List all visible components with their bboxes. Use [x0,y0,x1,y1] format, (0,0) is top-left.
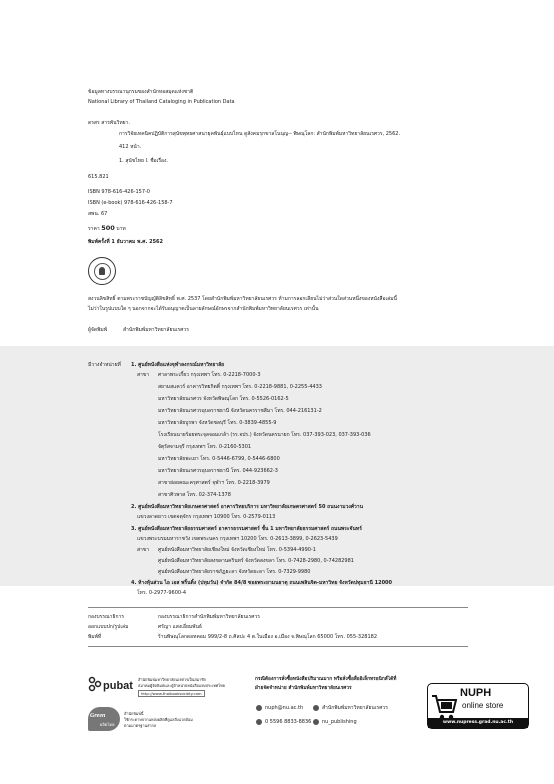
class-number: 615.821 [88,174,109,180]
credit-value: ศรัญา แสงเอี่ยมพันธ์ [158,624,202,630]
distributor-3-line-1: 3. ศูนย์หนังสือมหาวิทยาลัยธรรมศาสตร์ อาคารธรรมศาสตร์ ชั้น 1 มหาวิทยาลัยธรรมศาสตร์ ถนนพระจันทร์ [131,526,362,532]
branch-item: มหาวิทยาลัยนเรศวรอุบลราชธานี จังหวัดนครราชสีมา โทร. 044-216131-2 [158,408,322,414]
divider [88,607,468,608]
publisher-value: สำนักพิมพ์มหาวิทยาลัยนเรศวร [123,327,189,333]
branch-item: มหาวิทยาลัยนเรศวร จังหวัดพิษณุโลก โทร. 0-5526-0162-5 [158,396,289,402]
distributor-1-title: 1. ศูนย์หนังสือแห่งจุฬาลงกรณ์มหาวิทยาลัย [131,362,225,368]
branch-item: จัตุรัสจามจุรี กรุงเทพฯ โทร. 0-2160-5301 [158,444,252,450]
contact-email[interactable]: nuph@nu.ac.th [265,705,304,711]
pages-line: 412 หน้า. [119,144,142,150]
promo-line-1: กรณีต้องการสั่งซื้อหนังสือปริมาณมาก หรือสั่งซื้อสื่ออิเล็กทรอนิกส์ได้ที่ [255,677,397,682]
distributor-4-line-2: โทร. 0-2977-9600-4 [137,590,187,596]
copyright-line-2: ไม่ว่าในรูปแบบใด ๆ นอกจากจะได้รับอนุญาตเป็นลายลักษณ์อักษรจากสำนักพิมพ์มหาวิทยาลัยนเรศวร เท่านั้น [88,306,319,312]
green-sub: ผลิตโดย [100,722,115,727]
price-label: ราคา [88,226,100,232]
phone-icon [256,719,262,725]
branch-item: ศูนย์หนังสือมหาวิทยาลัยสงขลานครินทร์ จังหวัดสงขลา โทร. 0-7428-2980, 0-74282981 [158,558,354,564]
branch-item: สาขาศิวพาส โทร. 02-374-1378 [158,492,231,498]
price-line [88,225,126,232]
distributor-2-line-2: แขวงลาดยาว เขตจตุจักร กรุงเทพฯ 10900 โทร. 0-2579-0113 [137,514,276,520]
distributor-3-line-2: แขวงพระบรมมหาราชวัง เขตพระนคร กรุงเทพฯ 10200 โทร. 0-2613-3899, 0-2623-5439 [137,536,338,542]
price-value: 500 [101,224,115,232]
pubat-name: pubat [103,680,133,692]
garuda-seal-icon [88,257,116,285]
credit-value: ร้านพิษณุโลกดอทคอม 999/2-8 ถ.ศิลปะ 4 ต.ในเมือง อ.เมือง จ.พิษณุโลก 65000 โทร. 055-328182 [158,634,378,640]
publisher-label: ผู้จัดพิมพ์ [88,327,107,333]
facebook-icon [313,705,319,711]
line-app-icon [313,719,319,725]
price-unit: บาท [116,226,126,232]
nuph-title: NUPH [460,687,492,699]
nuph-subtitle: online store [462,701,504,710]
nuph-url[interactable]: www.nupress.grad.nu.ac.th [428,718,528,728]
branch-item: ศาลาพระเกี้ยว กรุงเทพฯ โทร. 0-2218-7000-3 [158,372,261,378]
distribution-label: มีวางจำหน่ายที่ [88,362,121,368]
branch-label: สาขา [137,372,150,378]
branch-item: ศูนย์หนังสือมหาวิทยาลัยเชียงใหม่ จังหวัดเชียงใหม่ โทร. 0-5394-4990-1 [158,547,316,553]
title-line: การวิจัยเทคนิคปฏิบัติการสุนัขพุทธศาสนายุคพันธุ์แบบไหน ดูสังคมรุกขาลโนนุญ-- พิษณุโลก: สำนักพิมพ์มหาวิทยาลัยนเรศวร, 2562. [119,131,401,137]
branch-item: โรงเรียนนายร้อยพระจุลจอมเกล้า (รร.จปร.) จังหวัดนครนายก โทร. 037-393-023, 037-393-036 [158,432,371,438]
pubat-desc-2: สมาคมผู้จัดพิมพ์และผู้จำหน่ายหนังสือแห่งประเทศไทย [138,683,225,688]
contact-phone[interactable]: 0 5596 8833-8836 [265,719,312,725]
item-number: สพน. 67 [88,211,108,217]
author-line: ดรสร สารพันวิทยา. [88,120,130,126]
copyright-line-1: สงวนลิขสิทธิ์ ตามพระราชบัญญัติลิขสิทธิ์ พ.ศ. 2537 โดยสำนักพิมพ์มหาวิทยาลัยนเรศวร ห้ามการลอกเลียนไม่ว่าส่วนใดส่วนหนึ่งของหนังสือเล่มนี้ [88,296,397,302]
email-icon [256,705,262,711]
pubat-logo-icon [88,676,102,692]
green-desc-2: ใช้กระดาษจากแหล่งผลิตที่ดูแลสิ่งแวดล้อม [124,717,193,722]
distributor-4-line-1: 4. ห้างหุ้นส่วน ไอ เอส พริ้นติ้ง (ปทุมวัน) จำกัด 84/8 ซอยพระยามนธาตุ ถนนเพลินจิต-มหาวิทย จังหวัดปทุมธานี 12000 [131,580,393,586]
green-label-logo-icon [88,707,120,731]
branch-item: มหาวิทยาลัยพะเยา โทร. 0-5446-6799, 0-5446-6800 [158,456,280,462]
pubat-url[interactable]: http://www.thaibooksociety.com [138,690,205,697]
distributor-2-line-1: 2. ศูนย์หนังสือมหาวิทยาลัยเกษตรศาสตร์ อาคารวิทยบริการ มหาวิทยาลัยเกษตรศาสตร์ 50 ถนนงามวงศ์วาน [131,504,364,510]
subject-line: 1. สุนัขไทย I. ชื่อเรื่อง. [119,158,169,164]
green-name: Green [90,713,106,719]
isbn-print: ISBN 978-616-426-157-0 [88,189,150,195]
credit-value: กองบรรณาธิการสำนักพิมพ์มหาวิทยาลัยนเรศวร [158,614,260,620]
branch-label: สาขา [137,547,150,553]
credit-label: กองบรรณาธิการ [88,614,125,620]
divider [88,646,468,647]
isbn-ebook: ISBN (e-book) 978-616-426-158-7 [88,200,173,206]
contact-line[interactable]: nu_publishing [322,719,357,725]
contact-facebook[interactable]: สำนักพิมพ์มหาวิทยาลัยนเรศวร [322,705,388,711]
credit-label: ออกแบบปก/รูปเล่ม [88,624,129,630]
branch-item: สาขาย่อยคณะครุศาสตร์ จุฬาฯ โทร. 0-2218-3979 [158,480,270,486]
branch-item: มหาวิทยาลัยบูรพา จังหวัดชลบุรี โทร. 0-3839-4855-9 [158,420,277,426]
green-desc-3: ตามมาตรฐานสากล [124,723,157,728]
credit-label: พิมพ์ที่ [88,634,102,640]
branch-item: ศูนย์หนังสือมหาวิทยาลัยราชภัฏยะลา จังหวัดยะลา โทร. 0-7329-9980 [158,569,311,575]
pubat-desc-1: สำนักพิมพ์มหาวิทยาลัยนเรศวรเป็นสมาชิก [138,677,207,682]
edition-line: พิมพ์ครั้งที่ 1 ธันวาคม พ.ศ. 2562 [88,239,164,245]
green-desc-1: สำนักพิมพ์นี้ [124,711,144,716]
branch-item: สยามสแควร์ อาคารวิทยกิตติ์ กรุงเทพฯ โทร. 0-2218-9881, 0-2255-4433 [158,384,322,390]
nuph-store-badge[interactable] [427,683,529,729]
cip-header-th: ข้อมูลทางบรรณานุกรมของสำนักหอสมุดแห่งชาติ [88,89,194,95]
branch-item: มหาวิทยาลัยนเรศวรอุบลราชธานี โทร. 044-923662-3 [158,468,278,474]
promo-line-2: ฝ่ายจัดจำหน่าย สำนักพิมพ์มหาวิทยาลัยนเรศวร [255,686,352,691]
cip-header-en: National Library of Thailand Cataloging in Publication Data [88,99,235,105]
